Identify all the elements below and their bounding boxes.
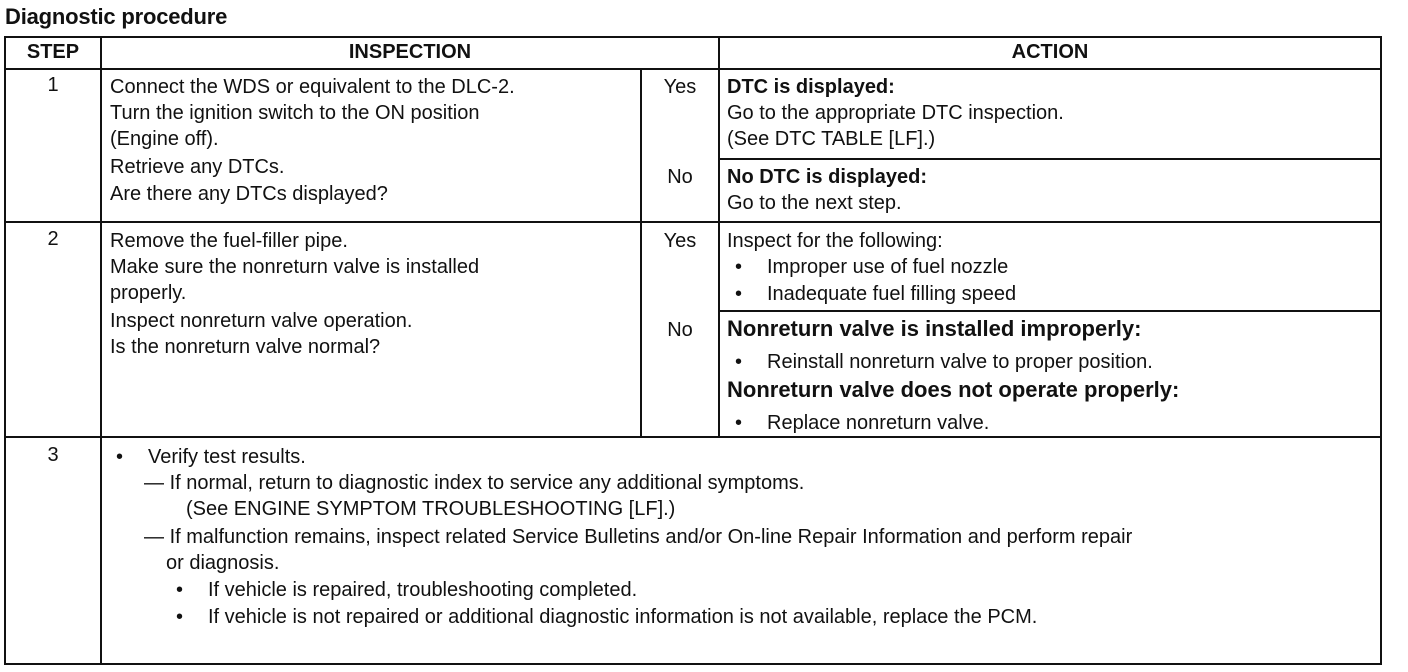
sub-bullet: • If vehicle is repaired, troubleshooting completed. (208, 577, 637, 603)
row1-bottom-rule (6, 221, 1380, 223)
inspection-line: properly. (110, 282, 187, 304)
action-bullet: • Improper use of fuel nozzle (767, 254, 1008, 280)
dash-text: If normal, return to diagnostic index to service any additional symptoms. (169, 472, 805, 494)
header-action: ACTION (1011, 41, 1089, 63)
step-number: 3 (47, 444, 59, 466)
action-intro: Inspect for the following: (727, 230, 943, 252)
row2-yes-no-rule (718, 310, 1380, 312)
inspection-line: Inspect nonreturn valve operation. (110, 310, 413, 332)
page-title: Diagnostic procedure (5, 4, 228, 29)
inspection-line: Are there any DTCs displayed? (110, 183, 388, 205)
dash-continuation: or diagnosis. (166, 552, 280, 574)
dash-mark: — (144, 526, 170, 548)
action-heading: Nonreturn valve is installed improperly: (727, 316, 1142, 341)
dash-item (144, 524, 1132, 550)
no-label: No (667, 319, 693, 341)
action-line: Go to the next step. (727, 192, 902, 214)
header-inspection: INSPECTION (348, 41, 472, 63)
header-step: STEP (26, 41, 80, 63)
action-col-rule (718, 38, 720, 438)
action-heading: Nonreturn valve does not operate properly: (727, 377, 1180, 402)
no-label: No (667, 166, 693, 188)
diagnostic-table (4, 36, 1382, 665)
inspection-line: Is the nonreturn valve normal? (110, 336, 381, 358)
dash-item (144, 470, 804, 496)
result-bullet: • Verify test results. (148, 444, 306, 470)
action-bullet: • Inadequate fuel filling speed (767, 281, 1016, 307)
header-rule (6, 68, 1380, 70)
action-heading: DTC is displayed: (727, 76, 895, 98)
action-bullet: • Replace nonreturn valve. (767, 410, 989, 436)
row2-bottom-rule (6, 436, 1380, 438)
sub-bullet: • If vehicle is not repaired or additional diagnostic information is not available, replace the PCM. (208, 604, 1037, 630)
inspection-line: Connect the WDS or equivalent to the DLC-2. (110, 76, 515, 98)
step-col-rule (100, 38, 102, 663)
action-line: (See DTC TABLE [LF].) (727, 128, 936, 150)
action-bullet: • Reinstall nonreturn valve to proper position. (767, 349, 1153, 375)
inspection-line: Retrieve any DTCs. (110, 156, 285, 178)
step-number: 1 (47, 74, 59, 96)
dash-text: If malfunction remains, inspect related Service Bulletins and/or On-line Repair Information and perform repair (169, 526, 1133, 548)
step-number: 2 (47, 228, 59, 250)
reference-line: (See ENGINE SYMPTOM TROUBLESHOOTING [LF].) (186, 498, 676, 520)
action-heading: No DTC is displayed: (727, 166, 928, 188)
dash-mark: — (144, 472, 170, 494)
yes-label: Yes (663, 230, 697, 252)
inspection-line: Make sure the nonreturn valve is installed (110, 256, 480, 278)
row1-yes-no-rule (718, 158, 1380, 160)
inspection-line: (Engine off). (110, 128, 219, 150)
inspection-line: Remove the fuel-filler pipe. (110, 230, 348, 252)
inspection-line: Turn the ignition switch to the ON position (110, 102, 480, 124)
yes-label: Yes (663, 76, 697, 98)
action-line: Go to the appropriate DTC inspection. (727, 102, 1064, 124)
